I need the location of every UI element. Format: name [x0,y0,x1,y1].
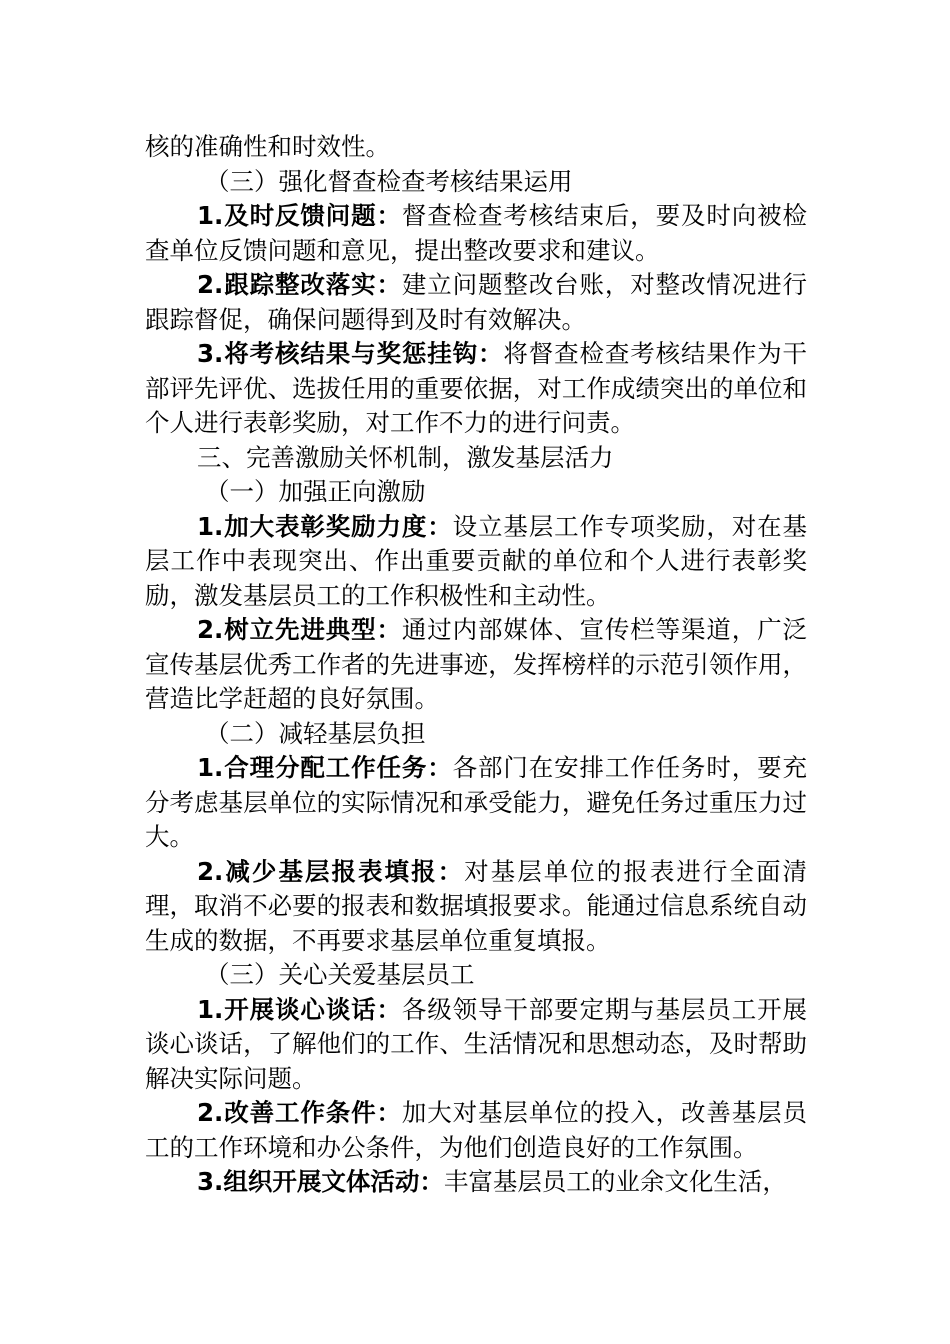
list-item [145,751,807,855]
list-item [145,1165,807,1200]
list-item [145,268,807,337]
heading-text: 三、完善激励关怀机制，激发基层活力 [197,442,614,472]
item-text: 督查检查考核结束后，要及时向被检查单位反馈问题和意见，提出整改要求和建议。 [145,201,807,265]
subheading-text: （三）关心关爱基层员工 [205,960,475,989]
subheading-supervision-results [145,165,807,200]
item-title: 2.改善工作条件： [197,1098,402,1127]
item-text: 通过内部媒体、宣传栏等渠道，广泛宣传基层优秀工作者的先进事迹，发挥榜样的示范引领作用，营造比学赶超的良好氛围。 [145,615,807,713]
item-text: 设立基层工作专项奖励，对在基层工作中表现突出、作出重要贡献的单位和个人进行表彰奖励，激发基层员工的工作积极性和主动性。 [145,511,808,610]
paragraph-continuation [145,130,807,165]
list-item [145,1096,807,1165]
document-body [145,130,807,1200]
item-text: 各级领导干部要定期与基层员工开展谈心谈话，了解他们的工作、生活情况和思想动态，及时帮助解决实际问题。 [145,994,807,1093]
item-title: 2.跟踪整改落实： [197,270,402,299]
subheading-care-for-staff [145,958,807,993]
item-title: 2.树立先进典型： [197,615,402,644]
item-title: 1.加大表彰奖励力度： [197,511,453,541]
item-text: 丰富基层员工的业余文化生活， [443,1167,787,1196]
item-title: 1.开展谈心谈话： [197,994,402,1024]
list-item [145,199,807,268]
paragraph-text: 核的准确性和时效性。 [145,132,390,161]
section-heading [145,441,807,476]
item-text: 各部门在安排工作任务时，要充分考虑基层单位的实际情况和承受能力，避免任务过重压力过大。 [145,753,808,851]
item-title: 3.将考核结果与奖惩挂钩： [197,339,504,368]
list-item [145,510,807,614]
list-item [145,855,807,959]
list-item [145,337,807,441]
item-text: 将督查检查考核结果作为干部评先评优、选拔任用的重要依据，对工作成绩突出的单位和个人进行表彰奖励，对工作不力的进行问责。 [145,339,808,437]
item-title: 3.组织开展文体活动： [197,1167,444,1196]
subheading-text: （二）减轻基层负担 [205,718,426,748]
item-title: 1.合理分配工作任务： [197,753,453,782]
item-text: 建立问题整改台账，对整改情况进行跟踪督促，确保问题得到及时有效解决。 [145,270,807,334]
subheading-text: （三）强化督查检查考核结果运用 [205,166,573,196]
item-title: 1.及时反馈问题： [197,201,402,230]
subheading-reduce-burden [145,717,807,752]
subheading-text: （一）加强正向激励 [205,477,426,506]
list-item [145,993,807,1097]
item-text: 加大对基层单位的投入，改善基层员工的工作环境和办公条件，为他们创造良好的工作氛围。 [145,1098,807,1162]
list-item [145,613,807,717]
item-title: 2.减少基层报表填报： [197,856,465,886]
item-text: 对基层单位的报表进行全面清理，取消不必要的报表和数据填报要求。能通过信息系统自动生成的数据，不再要求基层单位重复填报。 [145,856,808,955]
subheading-positive-incentives [145,475,807,510]
